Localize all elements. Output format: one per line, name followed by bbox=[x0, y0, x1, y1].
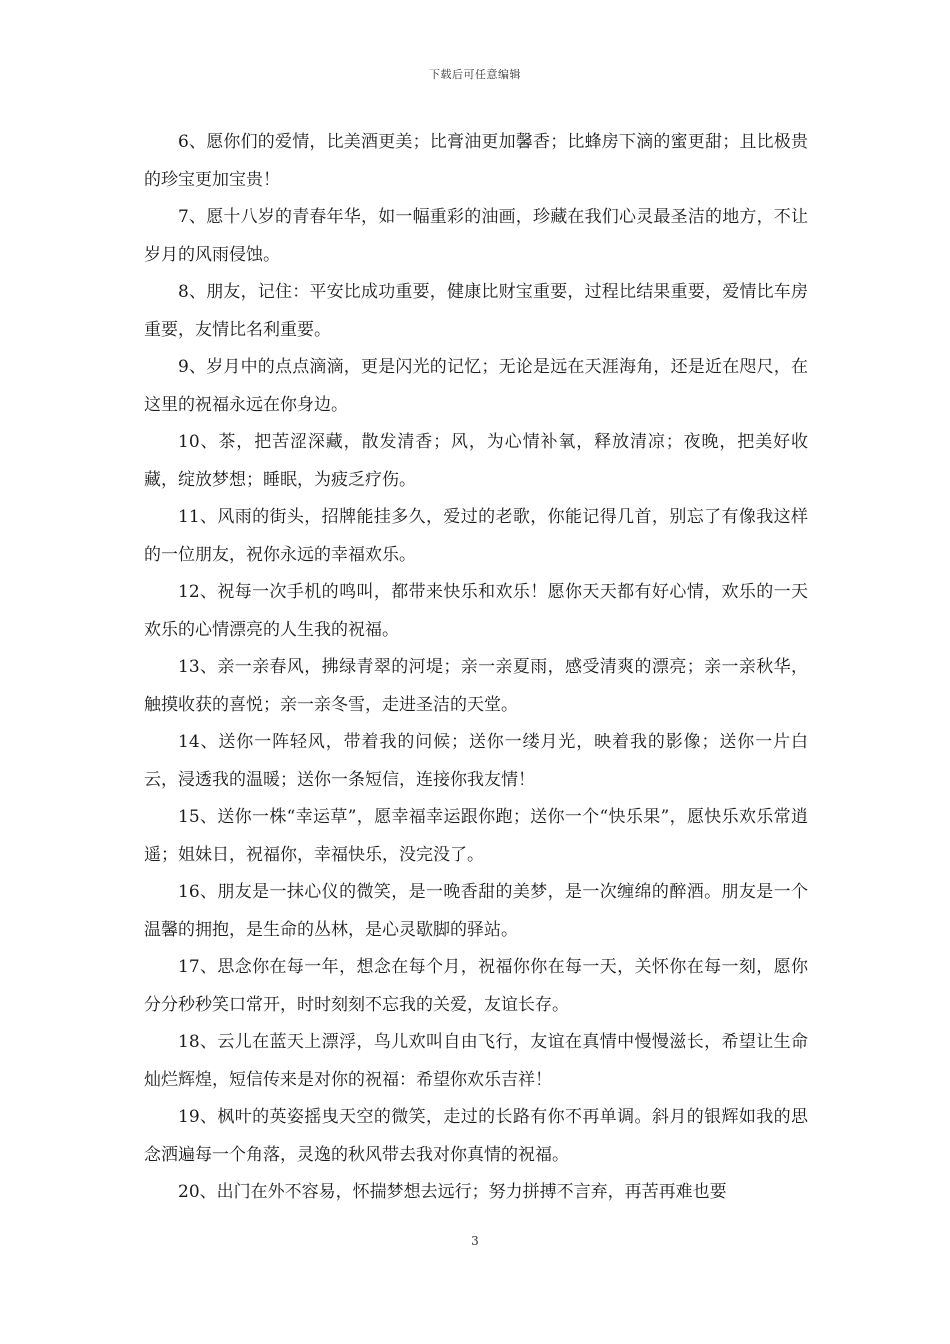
document-body bbox=[144, 124, 808, 1212]
paragraph-17: 17、思念你在每一年，想念在每个月，祝福你你在每一天，关怀你在每一刻，愿你分分秒秒笑口常开，时时刻刻不忘我的关爱，友谊长存。 bbox=[144, 957, 808, 1015]
paragraph-20: 20、出门在外不容易，怀揣梦想去远行；努力拼搏不言弃，再苦再难也要 bbox=[178, 1182, 727, 1202]
paragraph-6: 6、愿你们的爱情，比美酒更美；比膏油更加馨香；比蜂房下滴的蜜更甜；且比极贵的珍宝更加宝贵！ bbox=[144, 132, 808, 190]
paragraph-14: 14、送你一阵轻风，带着我的问候；送你一缕月光，映着我的影像；送你一片白云，浸透我的温暖；送你一条短信，连接你我友情！ bbox=[144, 732, 808, 790]
paragraph-19: 19、枫叶的英姿摇曳天空的微笑，走过的长路有你不再单调。斜月的银辉如我的思念洒遍每一个角落，灵逸的秋风带去我对你真情的祝福。 bbox=[144, 1107, 808, 1165]
paragraph-18: 18、云儿在蓝天上漂浮，鸟儿欢叫自由飞行，友谊在真情中慢慢滋长，希望让生命灿烂辉煌，短信传来是对你的祝福：希望你欢乐吉祥！ bbox=[144, 1032, 808, 1090]
paragraph-13: 13、亲一亲春风，拂绿青翠的河堤；亲一亲夏雨，感受清爽的漂亮；亲一亲秋华，触摸收获的喜悦；亲一亲冬雪，走进圣洁的天堂。 bbox=[144, 657, 808, 715]
paragraph-12: 12、祝每一次手机的鸣叫，都带来快乐和欢乐！愿你天天都有好心情，欢乐的一天欢乐的心情漂亮的人生我的祝福。 bbox=[144, 582, 808, 640]
paragraph-16: 16、朋友是一抹心仪的微笑，是一晚香甜的美梦，是一次缠绵的醉酒。朋友是一个温馨的拥抱，是生命的丛林，是心灵歇脚的驿站。 bbox=[144, 882, 808, 940]
paragraph-10: 10、茶，把苦涩深藏，散发清香；风，为心情补氧，释放清凉；夜晚，把美好收藏，绽放梦想；睡眠，为疲乏疗伤。 bbox=[144, 432, 808, 490]
paragraph-9: 9、岁月中的点点滴滴，更是闪光的记忆；无论是远在天涯海角，还是近在咫尺，在这里的祝福永远在你身边。 bbox=[144, 357, 808, 415]
paragraph-15: 15、送你一株“幸运草”，愿幸福幸运跟你跑；送你一个“快乐果”，愿快乐欢乐常逍遥；姐妹日，祝福你，幸福快乐，没完没了。 bbox=[144, 807, 808, 865]
paragraph-8: 8、朋友，记住：平安比成功重要，健康比财宝重要，过程比结果重要，爱情比车房重要，友情比名利重要。 bbox=[144, 282, 808, 340]
page-number: 3 bbox=[471, 1234, 479, 1248]
paragraph-7: 7、愿十八岁的青春年华，如一幅重彩的油画，珍藏在我们心灵最圣洁的地方，不让岁月的风雨侵蚀。 bbox=[144, 207, 808, 265]
paragraph-11: 11、风雨的街头，招牌能挂多久，爱过的老歌，你能记得几首，别忘了有像我这样的一位朋友，祝你永远的幸福欢乐。 bbox=[144, 507, 808, 565]
page-header: 下载后可任意编辑 bbox=[429, 68, 521, 81]
